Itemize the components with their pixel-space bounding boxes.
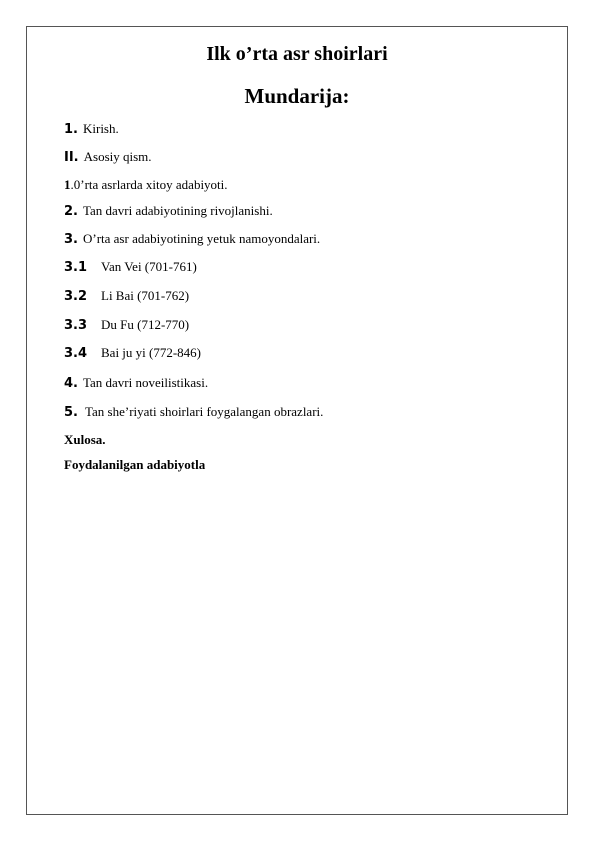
toc-text: O’rta asr adabiyotining yetuk namoyondalari. <box>82 231 321 246</box>
toc-item-namoyondalar <box>64 230 320 249</box>
toc-text: Du Fu (712-770) <box>101 317 190 332</box>
toc-text: Kirish. <box>82 121 119 136</box>
toc-item-tan-davri-adabiyoti <box>64 202 273 221</box>
contents-heading: Mundarija: <box>244 84 350 108</box>
toc-number: 3.3 <box>64 318 88 333</box>
toc-item-du-fu <box>64 316 189 335</box>
toc-number: 3.1 <box>64 260 88 275</box>
toc-number: II. <box>64 150 79 165</box>
toc-item-xulosa: Xulosa. <box>64 432 106 447</box>
document-title: Ilk o’rta asr shoirlari <box>206 43 388 65</box>
toc-item-li-bai <box>64 287 189 306</box>
toc-number: 3.2 <box>64 289 88 304</box>
toc-item-adabiyotlar: Foydalanilgan adabiyotla <box>64 457 206 472</box>
toc-item-asosiy-qism <box>64 148 152 167</box>
toc-item-novellistika <box>64 374 208 393</box>
toc-item-xitoy-adabiyoti <box>64 176 228 194</box>
toc-item-bai-ju-yi <box>64 344 201 363</box>
toc-text: Tan davri adabiyotining rivojlanishi. <box>82 203 273 218</box>
toc-text: Li Bai (701-762) <box>101 288 190 303</box>
toc-number: 1 <box>64 177 71 192</box>
toc-text: Asosiy qism. <box>83 149 152 164</box>
toc-number: 3. <box>64 232 78 247</box>
toc-item-obrazlar <box>64 403 323 422</box>
toc-text: Bai ju yi (772-846) <box>101 345 202 360</box>
toc-text: Tan she’riyati shoirlari foygalangan obrazlari. <box>84 404 324 419</box>
toc-item-kirish <box>64 120 119 139</box>
toc-text: Tan davri noveilistikasi. <box>82 375 209 390</box>
toc-number: 3.4 <box>64 346 88 361</box>
toc-text: Van Vei (701-761) <box>101 259 197 274</box>
toc-text: .0’rta asrlarda xitoy adabiyoti. <box>70 177 228 192</box>
toc-number: 2. <box>64 204 78 219</box>
toc-number: 5. <box>64 405 78 420</box>
toc-number: 1. <box>64 122 78 137</box>
toc-item-van-vei <box>64 258 197 277</box>
toc-number: 4. <box>64 376 78 391</box>
